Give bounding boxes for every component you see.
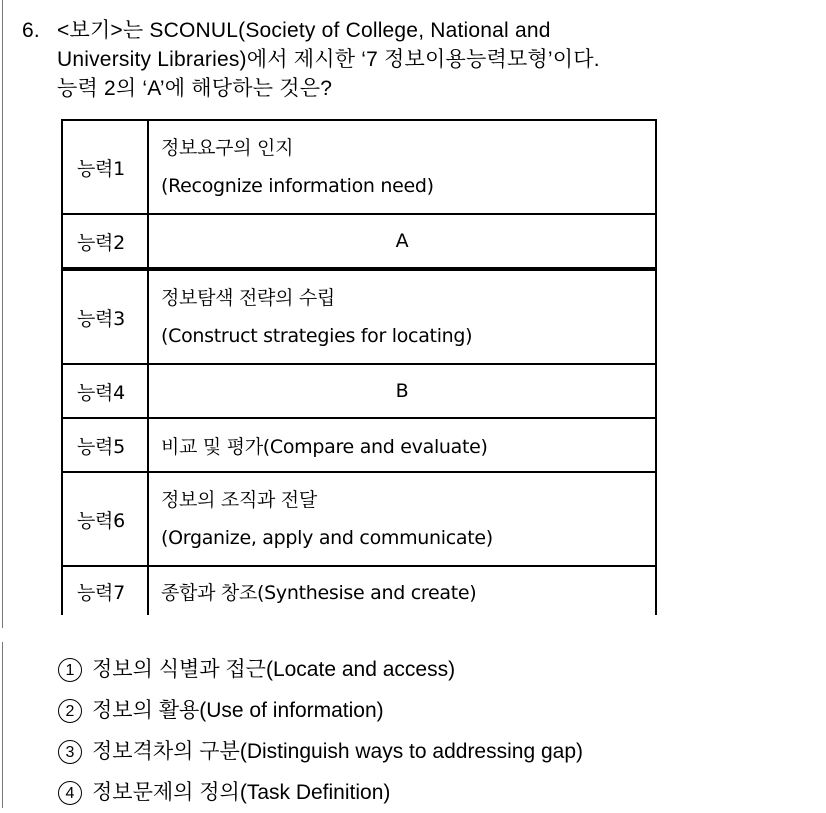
table-row	[62, 120, 656, 214]
option-text: 정보의 식별과 접근(Locate and access)	[92, 658, 456, 681]
row-content: 종합과 창조(Synthesise and create)	[148, 566, 656, 615]
question-line-2: University Libraries)에서 제시한 ‘7 정보이용능력모형’이다.	[57, 48, 600, 71]
answer-options	[58, 649, 583, 813]
circled-number-3-icon: 3	[58, 740, 82, 764]
table-row	[62, 269, 656, 364]
row-label: 능력6	[62, 472, 148, 566]
table-row	[62, 364, 656, 418]
circled-number-1-icon: 1	[58, 658, 82, 682]
option-text: 정보격차의 구분(Distinguish ways to addressing gap)	[92, 740, 584, 763]
row-label: 능력7	[62, 566, 148, 615]
row-content-blank-a: A	[148, 214, 656, 269]
information-literacy-model-table	[61, 119, 657, 615]
page-border-left-upper	[2, 0, 3, 628]
answer-option-2[interactable]	[58, 690, 583, 731]
row-content: 비교 및 평가(Compare and evaluate)	[148, 418, 656, 472]
row-content	[148, 472, 656, 566]
table-row	[62, 418, 656, 472]
question-number: 6.	[22, 19, 40, 42]
answer-option-4[interactable]	[58, 772, 583, 813]
page-border-left-lower	[2, 642, 3, 808]
row-content	[148, 120, 656, 214]
row-content-korean: 정보요구의 인지	[161, 137, 294, 159]
row-content-korean: 정보탐색 전략의 수립	[161, 287, 335, 309]
row-content-english: (Recognize information need)	[161, 175, 434, 197]
row-label: 능력4	[62, 364, 148, 418]
row-content	[148, 269, 656, 364]
row-label: 능력5	[62, 418, 148, 472]
option-text: 정보문제의 정의(Task Definition)	[92, 781, 391, 804]
answer-option-1[interactable]	[58, 649, 583, 690]
row-content-blank-b: B	[148, 364, 656, 418]
table-row	[62, 566, 656, 615]
question-text-1: <보기>는 SCONUL(Society of College, National and	[57, 19, 551, 42]
answer-option-3[interactable]	[58, 731, 583, 772]
row-label: 능력2	[62, 214, 148, 269]
row-label: 능력3	[62, 269, 148, 364]
row-label: 능력1	[62, 120, 148, 214]
option-text: 정보의 활용(Use of information)	[92, 699, 384, 722]
question-line-1	[22, 16, 812, 45]
table-row	[62, 214, 656, 269]
row-content-english: (Construct strategies for locating)	[161, 325, 473, 347]
table-row	[62, 472, 656, 566]
row-content-korean: 정보의 조직과 전달	[161, 489, 317, 511]
row-content-english: (Organize, apply and communicate)	[161, 527, 493, 549]
circled-number-2-icon: 2	[58, 699, 82, 723]
question-line-3: 능력 2의 ‘A’에 해당하는 것은?	[57, 77, 333, 100]
question-stem	[22, 16, 812, 103]
circled-number-4-icon: 4	[58, 781, 82, 805]
